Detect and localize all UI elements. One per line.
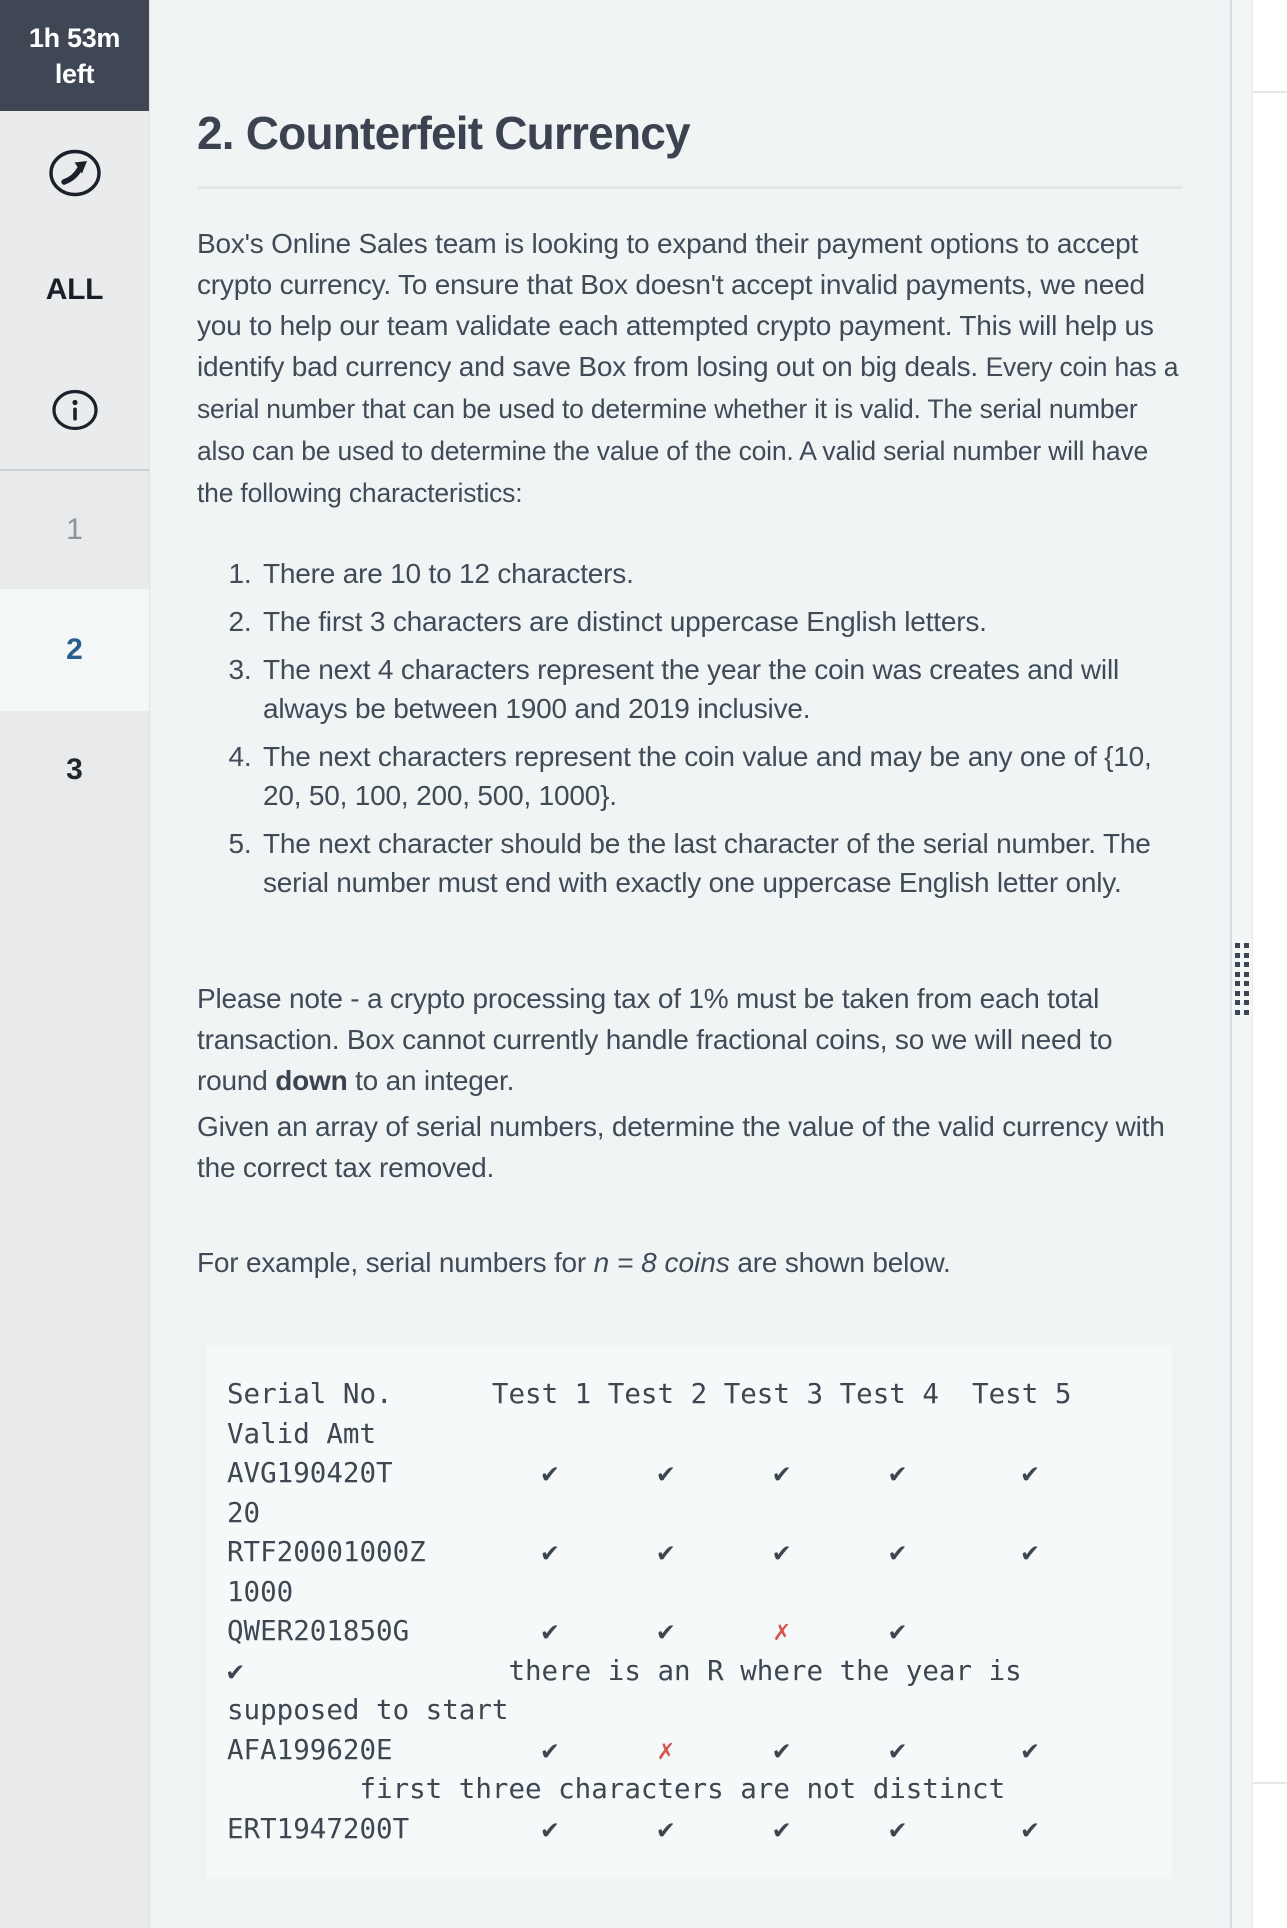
test-pass-mark: ✔ <box>1021 1733 1039 1766</box>
test-pass-mark: ✔ <box>541 1536 559 1568</box>
code-line: Valid Amt <box>227 1417 377 1450</box>
serial-characteristics-list <box>197 554 1183 902</box>
test-pass-mark: ✔ <box>541 1812 559 1845</box>
note-text-before: Please note - a crypto processing tax of 1% must be taken from each total transaction. Box cannot currently handle fractional coins, so we will need to round <box>197 983 1113 1096</box>
test-pass-mark: ✔ <box>889 1615 906 1647</box>
problem-title: 2. Counterfeit Currency <box>197 107 690 159</box>
code-line: AVG190420T ✔ ✔ ✔ ✔ ✔ <box>227 1454 1172 1494</box>
drag-dot <box>1235 962 1240 967</box>
drag-dot <box>1244 981 1249 986</box>
example-serials-table <box>207 1345 1172 1879</box>
characteristic-item: 5. The next character should be the last character of the serial number. The serial number must end with exactly one uppercase English letter only. <box>259 824 1183 902</box>
timer-line2: left <box>54 58 95 89</box>
drag-dot <box>1244 962 1249 967</box>
test-pass-mark: ✔ <box>227 1654 244 1687</box>
drag-dot <box>1235 943 1240 948</box>
info-button[interactable] <box>51 388 99 437</box>
example-text-after: are shown below. <box>729 1247 951 1278</box>
drag-dot <box>1244 953 1249 958</box>
drag-dot <box>1244 943 1249 948</box>
intro-main-text: Box's Online Sales team is looking to expand their payment options to accept crypto currency. To ensure that Box doesn't accept invalid payments, we need you to help our team validate each attempted crypto payment. This will help us identify bad currency and save Box from losing out on big deals. <box>197 228 1154 382</box>
drag-dot <box>1244 972 1249 977</box>
test-pass-mark: ✔ <box>1021 1536 1039 1568</box>
compass-arrow-icon <box>48 185 102 202</box>
code-line: ERT1947200T ✔ ✔ ✔ ✔ ✔ <box>227 1810 1172 1850</box>
test-pass-mark: ✔ <box>889 1812 906 1845</box>
test-pass-mark: ✔ <box>889 1457 906 1489</box>
question-2-label: 2 <box>66 633 83 666</box>
tax-note-paragraph <box>197 978 1183 1101</box>
code-line: first three characters are not distinct <box>227 1773 1006 1805</box>
drag-dot <box>1235 1000 1240 1005</box>
question-sidebar <box>0 0 150 1928</box>
drag-dot <box>1235 972 1240 977</box>
test-pass-mark: ✔ <box>657 1536 675 1568</box>
sidebar-item-question-2-selected[interactable] <box>0 589 149 711</box>
title-divider <box>197 186 1183 189</box>
code-line: RTF20001000Z ✔ ✔ ✔ ✔ ✔ <box>227 1533 1172 1573</box>
question-3-label: 3 <box>66 753 83 786</box>
characteristic-item: 4. The next characters represent the coin value and may be any one of {10, 20, 50, 100, 200, 500, 1000}. <box>259 737 1183 815</box>
test-pass-mark: ✔ <box>773 1733 790 1766</box>
sidebar-empty-area <box>0 829 149 1928</box>
characteristic-item: 3. The next 4 characters represent the year the coin was creates and will always be between 1900 and 2019 inclusive. <box>259 650 1183 728</box>
problem-statement-pane <box>150 0 1230 1928</box>
code-line: supposed to start <box>227 1694 509 1726</box>
question-1-label: 1 <box>66 513 83 546</box>
timer-line1: 1h 53m <box>28 22 121 53</box>
drag-dot <box>1235 991 1240 996</box>
drag-dot <box>1244 1010 1249 1015</box>
code-line: 1000 <box>227 1575 294 1608</box>
drag-dot <box>1235 1010 1240 1015</box>
test-pass-mark: ✔ <box>541 1457 559 1489</box>
characteristic-item: 1. There are 10 to 12 characters. <box>259 554 1183 593</box>
code-line: 20 <box>227 1496 261 1529</box>
drag-dot <box>1235 981 1240 986</box>
editor-pane-bottom-border <box>1253 1782 1287 1784</box>
test-pass-mark: ✔ <box>773 1536 790 1568</box>
time-remaining <box>0 0 149 111</box>
test-pass-mark: ✔ <box>657 1457 675 1489</box>
drag-dot <box>1244 1000 1249 1005</box>
test-pass-mark: ✔ <box>889 1733 906 1766</box>
test-pass-mark: ✔ <box>889 1536 906 1568</box>
test-pass-mark: ✔ <box>657 1615 675 1647</box>
problem-intro-paragraph <box>197 223 1183 514</box>
editor-pane-top-border <box>1253 91 1287 93</box>
sidebar-item-question-3[interactable] <box>0 711 149 829</box>
drag-handle-icon[interactable] <box>1235 943 1249 1015</box>
characteristic-item: 2. The first 3 characters are distinct uppercase English letters. <box>259 602 1183 641</box>
test-pass-mark: ✔ <box>773 1457 790 1489</box>
code-line: AFA199620E ✔ ✗ ✔ ✔ ✔ <box>227 1731 1172 1771</box>
drag-dot <box>1235 953 1240 958</box>
note-text-after: to an integer. <box>347 1065 515 1096</box>
example-italic-n8coins: n = 8 coins <box>593 1247 730 1278</box>
code-line: Serial No. Test 1 Test 2 Test 3 Test 4 Test 5 <box>227 1378 1072 1410</box>
drag-dot <box>1244 991 1249 996</box>
pane-splitter[interactable] <box>1230 0 1253 1928</box>
test-pass-mark: ✔ <box>1021 1812 1039 1845</box>
test-fail-mark: ✗ <box>657 1733 675 1766</box>
test-pass-mark: ✔ <box>773 1812 790 1845</box>
test-fail-mark: ✗ <box>773 1615 790 1647</box>
note-bold-down: down <box>275 1065 348 1096</box>
intro-detail-text: Every coin has a serial number that can be used to determine whether it is valid. The serial number also can be used to determine the value of the coin. A valid serial number will have the following characteristics: <box>197 352 1179 508</box>
editor-pane-edge <box>1253 0 1287 1928</box>
sidebar-item-question-1[interactable] <box>0 471 149 589</box>
test-pass-mark: ✔ <box>541 1733 559 1766</box>
navigate-button[interactable] <box>48 148 102 203</box>
all-questions-label[interactable]: ALL <box>45 273 104 306</box>
example-paragraph <box>197 1242 1183 1283</box>
test-pass-mark: ✔ <box>657 1812 675 1845</box>
code-line: ✔ there is an R where the year is <box>227 1652 1172 1692</box>
test-pass-mark: ✔ <box>1021 1457 1039 1489</box>
code-line: QWER201850G ✔ ✔ ✗ ✔ <box>227 1612 1172 1652</box>
info-icon <box>51 419 99 436</box>
example-text-before: For example, serial numbers for <box>197 1247 594 1278</box>
task-paragraph: Given an array of serial numbers, determine the value of the valid currency with the correct tax removed. <box>197 1111 1165 1183</box>
test-pass-mark: ✔ <box>541 1615 559 1647</box>
